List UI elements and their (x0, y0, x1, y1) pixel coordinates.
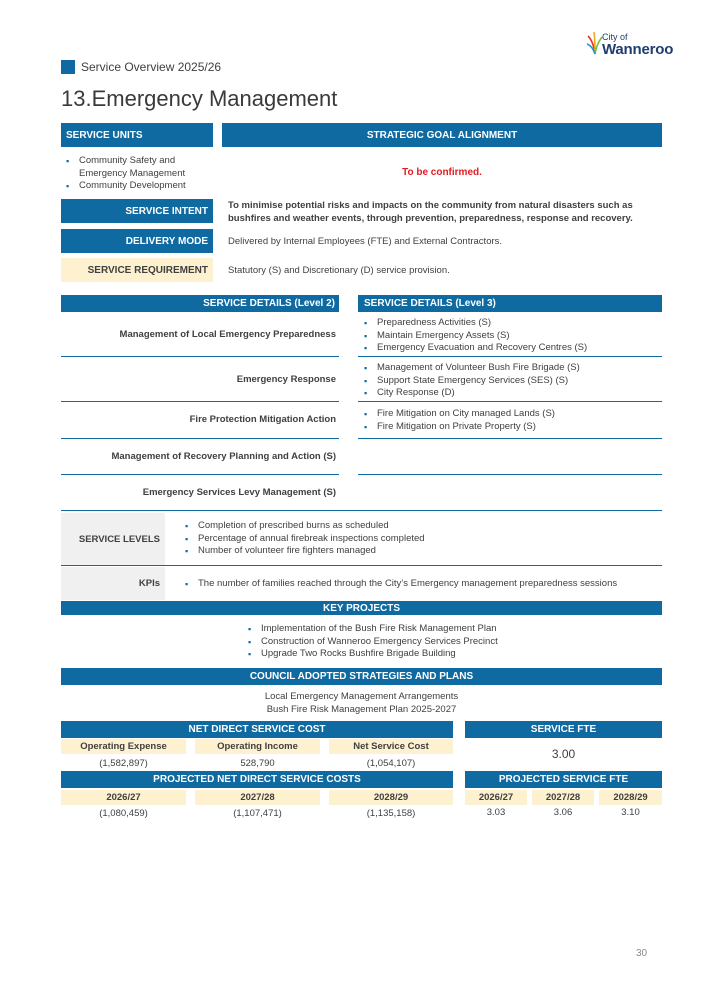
council-strategies-heading: COUNCIL ADOPTED STRATEGIES AND PLANS (61, 668, 662, 685)
table-column-header: 2027/28 (195, 790, 320, 805)
level2-item: Management of Local Emergency Preparedness (119, 329, 336, 340)
level3-list (362, 362, 662, 400)
list-item: ▪ Construction of Wanneroo Emergency Services Precinct (246, 636, 546, 649)
strategic-goal-value: To be confirmed. (402, 167, 482, 178)
table-column-header: 2026/27 (465, 790, 527, 805)
list-item: ▪ Community Safety and Emergency Management (64, 155, 209, 180)
section-marker (61, 60, 75, 74)
key-projects-heading: KEY PROJECTS (61, 601, 662, 615)
list-item: ▪ Completion of prescribed burns as scheduled (183, 520, 653, 533)
row-divider (61, 510, 662, 511)
key-projects-list (246, 623, 546, 661)
service-details-level3-heading: SERVICE DETAILS (Level 3) (358, 295, 662, 312)
table-column-header: 2028/29 (329, 790, 453, 805)
service-requirement-text: Statutory (S) and Discretionary (D) service provision. (228, 265, 450, 276)
list-item: ▪ Support State Emergency Services (SES) (S) (362, 375, 662, 388)
table-column-header: Net Service Cost (329, 739, 453, 754)
table-column-header: Operating Income (195, 739, 320, 754)
logo-city-text: City of (602, 32, 628, 42)
kpis-list (183, 578, 653, 591)
level2-item: Management of Recovery Planning and Action (S) (111, 451, 336, 462)
table-cell: 3.06 (553, 807, 573, 818)
list-item: ▪ Upgrade Two Rocks Bushfire Brigade Building (246, 648, 546, 661)
row-divider (358, 474, 662, 475)
service-levels-label: SERVICE LEVELS (61, 513, 165, 565)
row-divider (358, 356, 662, 357)
projected-fte-heading: PROJECTED SERVICE FTE (465, 771, 662, 788)
table-cell: 3.10 (621, 807, 640, 818)
list-item: Bush Fire Risk Management Plan 2025-2027 (266, 703, 457, 715)
table-cell: 3.03 (486, 807, 506, 818)
service-requirement-label: SERVICE REQUIREMENT (61, 258, 213, 282)
table-column-header: Operating Expense (61, 739, 186, 754)
delivery-mode-text: Delivered by Internal Employees (FTE) and External Contractors. (228, 236, 503, 247)
level3-list (362, 408, 662, 433)
service-units-list (64, 155, 209, 193)
table-cell: (1,135,158) (366, 808, 416, 819)
projected-costs-heading: PROJECTED NET DIRECT SERVICE COSTS (61, 771, 453, 788)
row-divider (61, 356, 339, 357)
service-fte-value: 3.00 (551, 747, 576, 761)
level3-list (362, 317, 662, 355)
service-fte-heading: SERVICE FTE (465, 721, 662, 738)
level2-item: Emergency Services Levy Management (S) (142, 487, 336, 498)
table-cell: 528,790 (240, 758, 275, 769)
list-item: ▪ Percentage of annual firebreak inspections completed (183, 533, 653, 546)
row-divider (61, 401, 339, 402)
logo-name-text: Wanneroo (602, 41, 674, 58)
delivery-mode-label: DELIVERY MODE (61, 229, 213, 253)
service-levels-list (183, 520, 653, 558)
net-direct-cost-heading: NET DIRECT SERVICE COST (61, 721, 453, 738)
table-column-header: 2027/28 (532, 790, 594, 805)
table-cell: (1,582,897) (99, 758, 148, 769)
service-details-level2-heading: SERVICE DETAILS (Level 2) (61, 295, 339, 312)
section-label: Service Overview 2025/26 (81, 60, 222, 74)
list-item: ▪ Number of volunteer fire fighters managed (183, 545, 653, 558)
list-item: Local Emergency Management Arrangements (264, 691, 459, 702)
list-item: ▪ Fire Mitigation on City managed Lands (S) (362, 408, 662, 421)
list-item: ▪ The number of families reached through the City’s Emergency management preparedness sessions (183, 578, 653, 591)
council-strategies-list (61, 691, 662, 716)
strategic-goal-heading: STRATEGIC GOAL ALIGNMENT (222, 123, 662, 147)
table-cell: (1,054,107) (366, 758, 416, 769)
table-cell: (1,080,459) (99, 808, 148, 819)
row-divider (61, 474, 339, 475)
table-cell: (1,107,471) (233, 808, 282, 819)
table-column-header: 2026/27 (61, 790, 186, 805)
page-title: 13.Emergency Management (61, 86, 338, 111)
service-intent-text: To minimise potential risks and impacts on the community from natural disasters such as bushfires and weather events, through prevention, preparedness, response and recovery. (228, 200, 633, 224)
row-divider (358, 401, 662, 402)
table-column-header: 2028/29 (599, 790, 662, 805)
row-divider (61, 438, 339, 439)
row-divider (358, 438, 662, 439)
service-intent-label: SERVICE INTENT (61, 199, 213, 223)
list-item: ▪ Implementation of the Bush Fire Risk Management Plan (246, 623, 546, 636)
list-item: ▪ Maintain Emergency Assets (S) (362, 330, 662, 343)
service-units-heading: SERVICE UNITS (61, 123, 213, 147)
row-divider (61, 565, 662, 566)
list-item: ▪ City Response (D) (362, 387, 662, 400)
list-item: ▪ Preparedness Activities (S) (362, 317, 662, 330)
list-item: ▪ Community Development (64, 180, 209, 193)
page-number: 30 (636, 948, 648, 959)
list-item: ▪ Fire Mitigation on Private Property (S) (362, 421, 662, 434)
list-item: ▪ Management of Volunteer Bush Fire Brigade (S) (362, 362, 662, 375)
list-item: ▪ Emergency Evacuation and Recovery Centres (S) (362, 342, 662, 355)
level2-item: Fire Protection Mitigation Action (189, 414, 336, 425)
level2-item: Emergency Response (236, 374, 336, 385)
kpis-label: KPIs (61, 567, 165, 600)
city-logo (586, 28, 674, 62)
